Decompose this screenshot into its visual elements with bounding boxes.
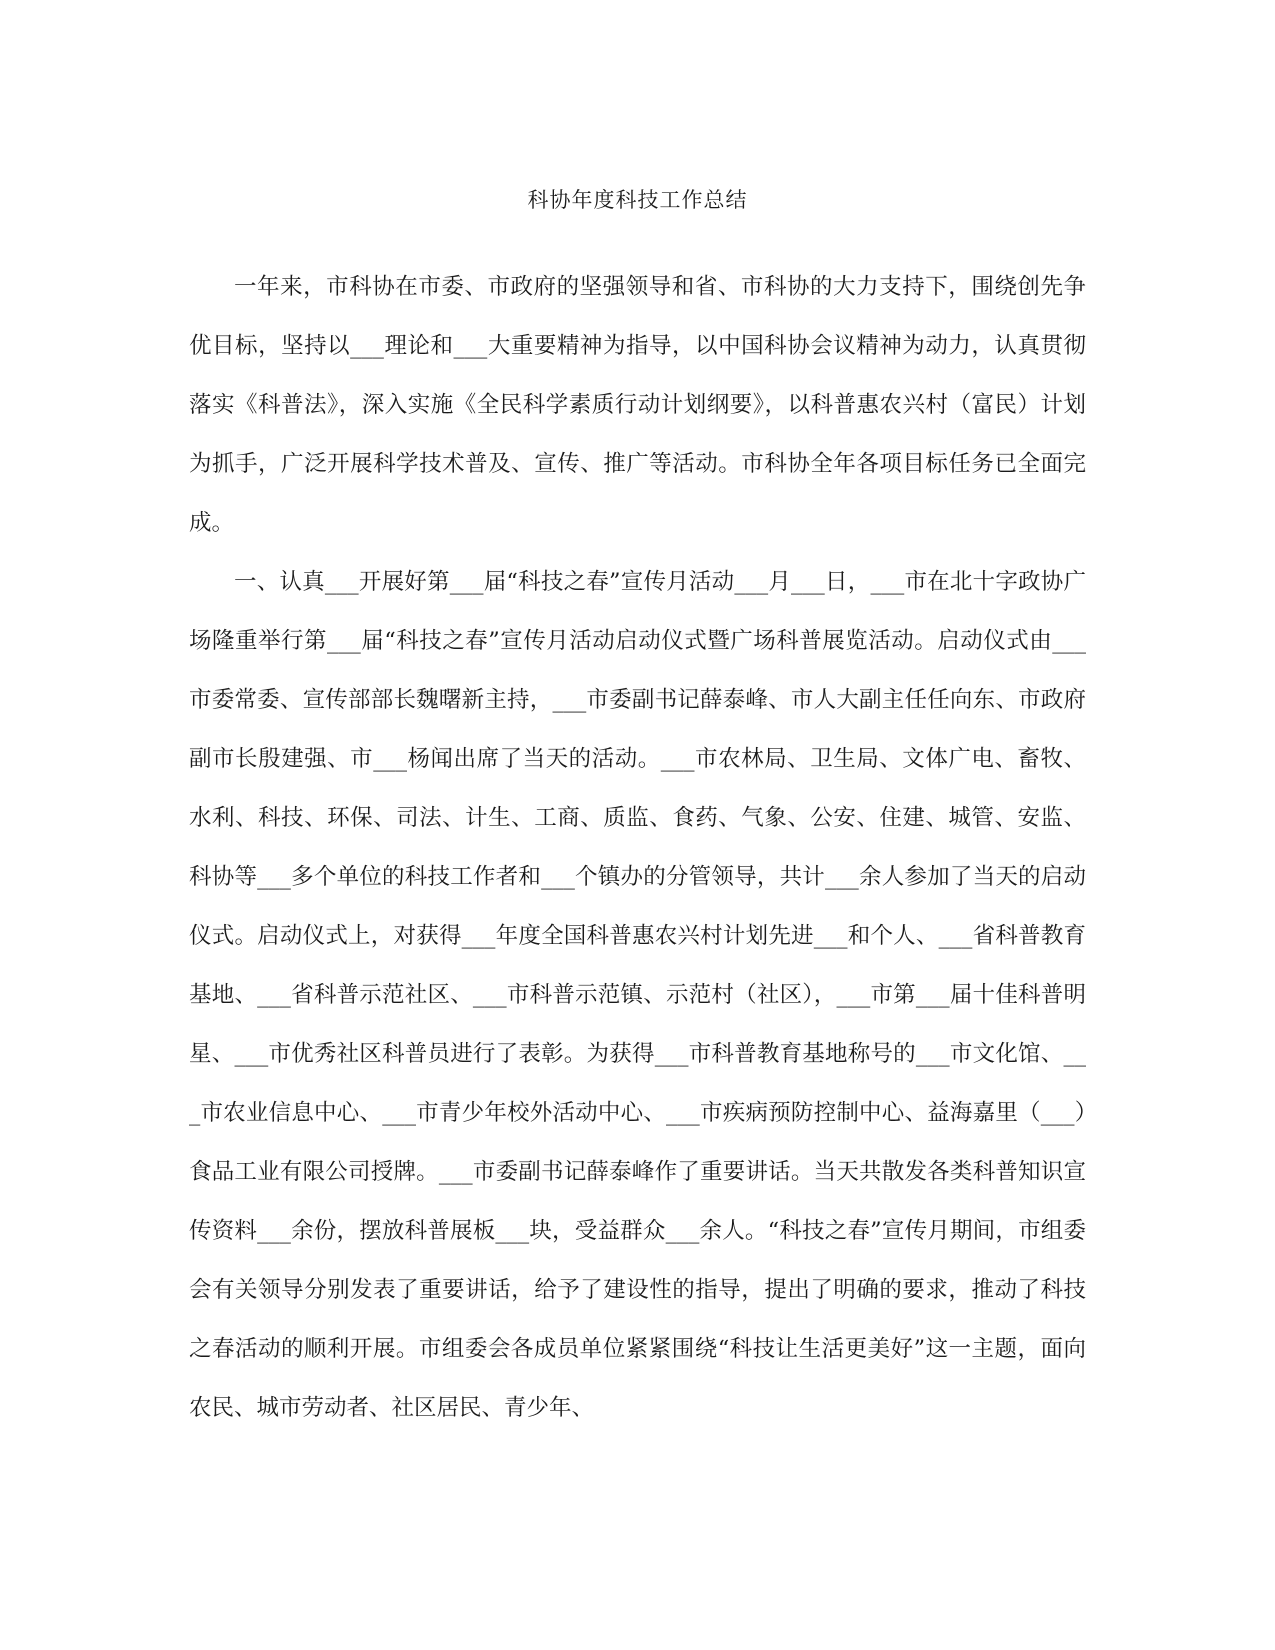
document-title: 科协年度科技工作总结 [527, 188, 748, 212]
paragraph-section-one: 一、认真___开展好第___届“科技之春”宣传月活动___月___日，___市在北十字政协广场隆重举行第___届“科技之春”宣传月活动启动仪式暨广场科普展览活动。启动仪式由___市委常委、宣传部部长魏曙新主持，___市委副书记薛泰峰、市人大副主任任向东、市政府副市长殷建强、市___杨闻出席了当天的活动。___市农林局、卫生局、文体广电、畜牧、水利、科技、环保、司法、计生、工商、质监、食药、气象、公安、住建、城管、安监、科协等___多个单位的科技工作者和___个镇办的分管领导，共计___余人参加了当天的启动仪式。启动仪式上，对获得___年度全国科普惠农兴村计划先进___和个人、___省科普教育基地、___省科普示范社区、___市科普示范镇、示范村（社区），___市第___届十佳科普明星、___市优秀社区科普员进行了表彰。为获得___市科普教育基地称号的___市文化馆、___市农业信息中心、___市青少年校外活动中心、___市疾病预防控制中心、益海嘉里（___）食品工业有限公司授牌。___市委副书记薛泰峰作了重要讲话。当天共散发各类科普知识宣传资料___余份，摆放科普展板___块，受益群众___余人。“科技之春”宣传月期间，市组委会有关领导分别发表了重要讲话，给予了建设性的指导，提出了明确的要求，推动了科技之春活动的顺利开展。市组委会各成员单位紧紧围绕“科技让生活更美好”这一主题，面向农民、城市劳动者、社区居民、青少年、 [189, 569, 1086, 1421]
document-body [189, 258, 1086, 1438]
paragraph-intro: 一年来，市科协在市委、市政府的坚强领导和省、市科协的大力支持下，围绕创先争优目标，坚持以___理论和___大重要精神为指导，以中国科协会议精神为动力，认真贯彻落实《科普法》，深入实施《全民科学素质行动计划纲要》，以科普惠农兴村（富民）计划为抓手，广泛开展科学技术普及、宣传、推广等活动。市科协全年各项目标任务已全面完成。 [189, 274, 1086, 536]
